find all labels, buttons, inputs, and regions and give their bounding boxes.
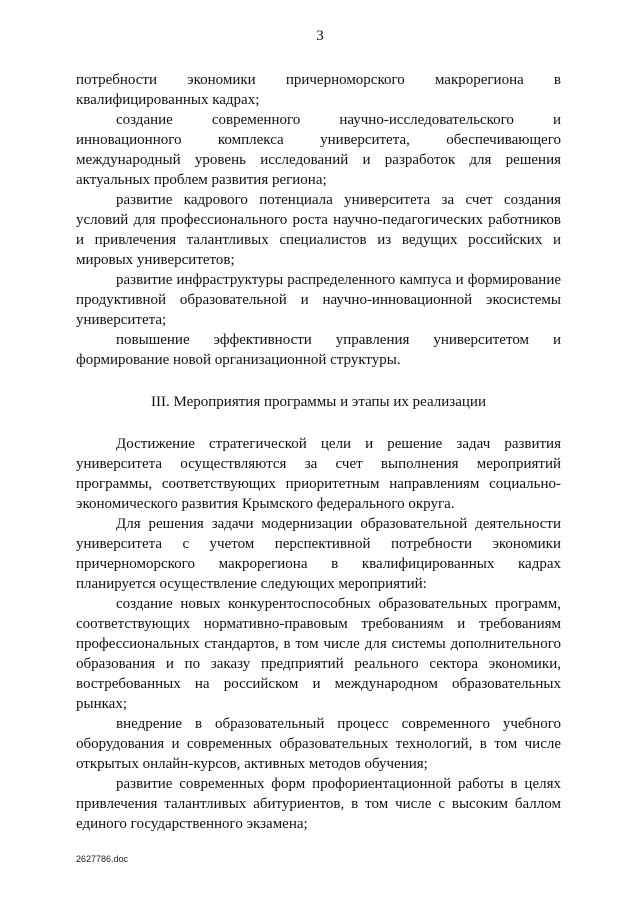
paragraph: Для решения задачи модернизации образовательной деятельности университета с учетом перспективной потребности экономики причерноморского макрорегиона в квалифицированных кадрах планируется осуществление следующих мероприятий:: [76, 516, 561, 592]
paragraph-list-item: развитие современных форм профориентационной работы в целях привлечения талантливых абитуриентов, в том числе с высоким баллом единого государственного экзамена;: [76, 776, 561, 832]
footer-filename: 2627786.doc: [76, 854, 129, 864]
paragraph-list-item: создание современного научно-исследовательского и инновационного комплекса университета, обеспечивающего международный уровень исследований и разработок для решения актуальных проблем развития региона;: [76, 112, 561, 188]
paragraph-list-item: повышение эффективности управления университетом и формирование новой организационной структуры.: [76, 332, 561, 368]
section-heading: III. Мероприятия программы и этапы их реализации: [151, 394, 486, 410]
paragraph-continuation: потребности экономики причерноморского макрорегиона в квалифицированных кадрах;: [76, 72, 561, 108]
paragraph: Достижение стратегической цели и решение задач развития университета осуществляются за счет выполнения мероприятий программы, соответствующих приоритетным направлениям социально-экономического развития Крымского федерального округа.: [76, 436, 561, 512]
paragraph-list-item: развитие инфраструктуры распределенного кампуса и формирование продуктивной образовательной и научно-инновационной экосистемы университета;: [76, 272, 561, 328]
paragraph-list-item: создание новых конкурентоспособных образовательных программ, соответствующих нормативно-правовым требованиям и требованиям профессиональных стандартов, в том числе для системы дополнительного образования и по заказу предприятий реального сектора экономики, востребованных на российском и международном образовательных рынках;: [76, 596, 561, 712]
paragraph-list-item: развитие кадрового потенциала университета за счет создания условий для профессионального роста научно-педагогических работников и привлечения талантливых специалистов из ведущих российских и мировых университетов;: [76, 192, 561, 268]
page-number: 3: [316, 28, 324, 44]
paragraph-list-item: внедрение в образовательный процесс современного учебного оборудования и современных образовательных технологий, в том числе открытых онлайн-курсов, активных методов обучения;: [76, 716, 561, 772]
document-body: [76, 70, 561, 834]
